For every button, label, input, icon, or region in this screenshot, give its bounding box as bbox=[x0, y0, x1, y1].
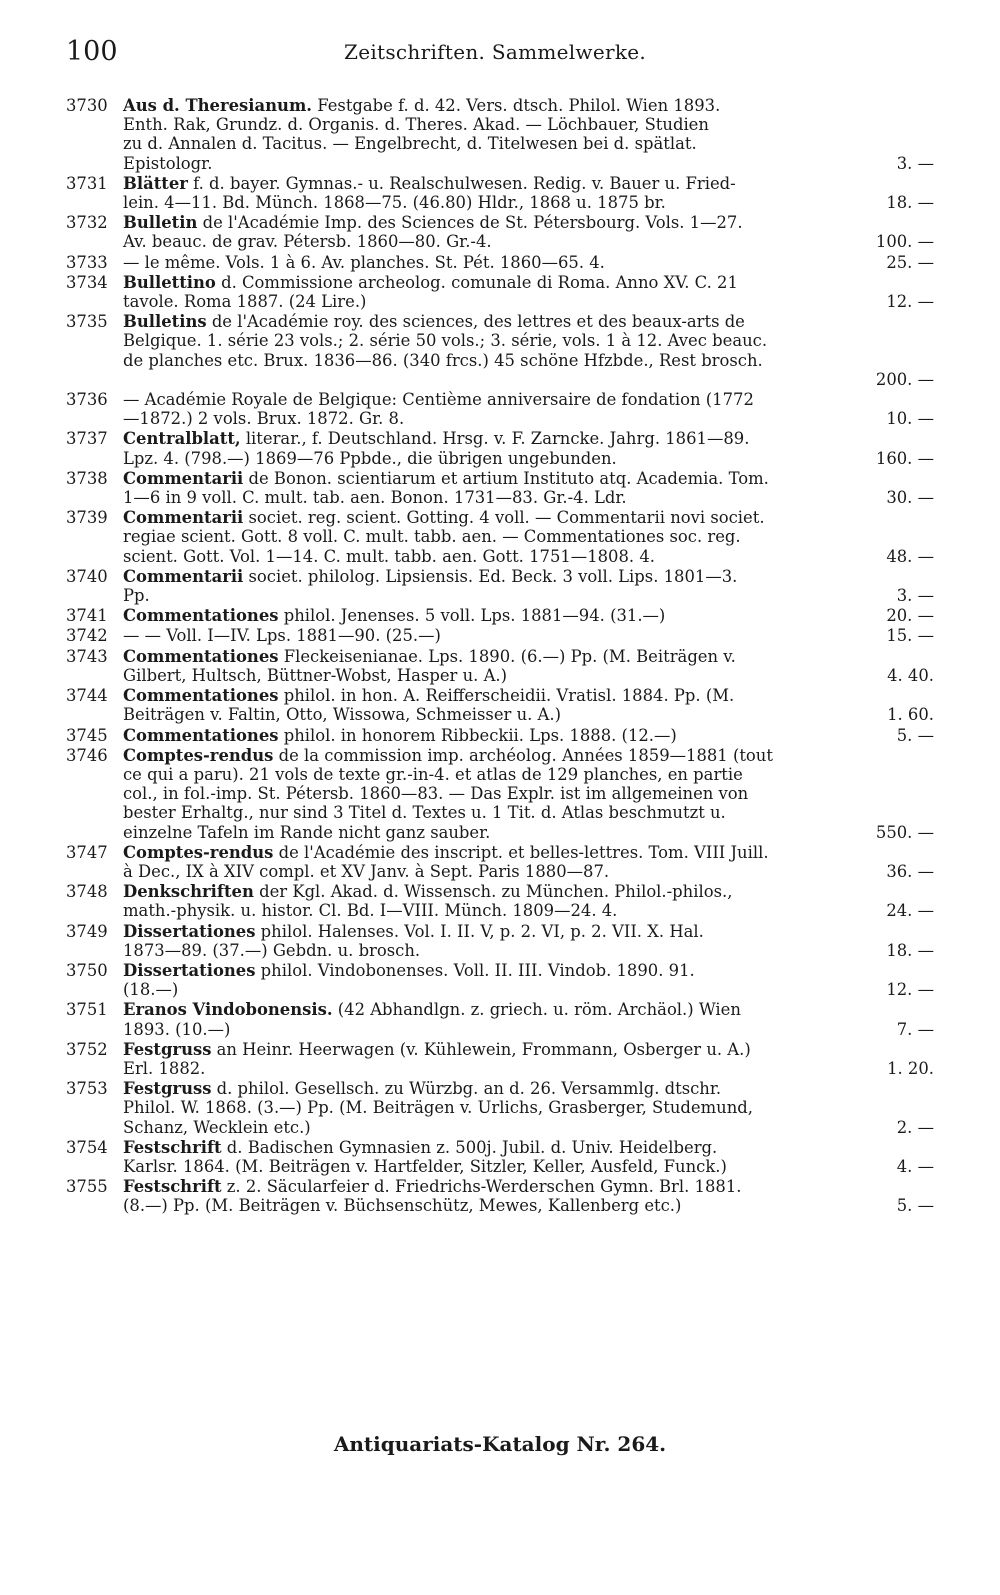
catalog-entry bbox=[66, 606, 934, 625]
entry-description: de Bonon. scientiarum et artium Instituto atq. Academia. Tom. bbox=[243, 468, 769, 488]
entry-keyword: Commentationes bbox=[123, 725, 279, 745]
entry-price: 20. — bbox=[886, 606, 934, 626]
entry-number: 3748 bbox=[66, 882, 108, 902]
entry-line bbox=[123, 331, 934, 350]
entry-description: 1893. (10.—) bbox=[123, 1019, 231, 1039]
entry-description: Av. beauc. de grav. Pétersb. 1860—80. Gr.-4. bbox=[123, 232, 492, 252]
entry-text bbox=[123, 351, 763, 370]
entry-text bbox=[123, 292, 366, 311]
entry-description: (18.—) bbox=[123, 980, 179, 1000]
entry-line bbox=[123, 96, 934, 115]
entry-line bbox=[123, 370, 934, 389]
entry-price: 30. — bbox=[886, 488, 934, 508]
entry-text bbox=[123, 508, 765, 527]
page-number: 100 bbox=[66, 36, 118, 67]
entry-description: — le même. Vols. 1 à 6. Av. planches. St. Pét. 1860—65. 4. bbox=[123, 252, 605, 272]
entry-number: 3752 bbox=[66, 1039, 108, 1059]
entry-text bbox=[123, 232, 492, 251]
entry-keyword: Commentationes bbox=[123, 606, 279, 626]
entry-line bbox=[123, 843, 934, 862]
entry-number: 3755 bbox=[66, 1177, 108, 1197]
entry-text bbox=[123, 862, 609, 881]
entry-line bbox=[123, 1000, 934, 1019]
entry-line bbox=[123, 1138, 934, 1157]
catalog-entry bbox=[66, 746, 934, 842]
entry-line bbox=[123, 1079, 934, 1098]
catalog-entry bbox=[66, 922, 934, 960]
entry-description: scient. Gott. Vol. 1—14. C. mult. tabb. aen. Gott. 1751—1808. 4. bbox=[123, 546, 655, 566]
entry-line bbox=[123, 765, 934, 784]
entry-number: 3745 bbox=[66, 725, 108, 745]
entry-line bbox=[123, 232, 934, 251]
entry-text bbox=[123, 1118, 311, 1137]
entry-line bbox=[123, 1020, 934, 1039]
catalog-entry bbox=[66, 961, 934, 999]
entry-keyword: Commentationes bbox=[123, 686, 279, 706]
catalog-entry bbox=[66, 96, 934, 173]
entry-description: philol. Halenses. Vol. I. II. V, p. 2. VI, p. 2. VII. X. Hal. bbox=[255, 921, 704, 941]
entry-price: 200. — bbox=[875, 369, 934, 389]
entry-line bbox=[123, 115, 934, 134]
entry-description: literar., f. Deutschland. Hrsg. v. F. Zarncke. Jahrg. 1861—89. bbox=[240, 429, 750, 449]
entry-price: 25. — bbox=[886, 252, 934, 272]
catalog-entry bbox=[66, 567, 934, 605]
catalog-entry bbox=[66, 273, 934, 311]
entry-price: 3. — bbox=[896, 586, 934, 606]
entry-text bbox=[123, 134, 697, 153]
entry-text bbox=[123, 213, 743, 232]
entry-keyword: Blätter bbox=[123, 173, 188, 193]
entry-description: — — Voll. I—IV. Lps. 1881—90. (25.—) bbox=[123, 626, 441, 646]
entry-text bbox=[123, 746, 773, 765]
entry-line bbox=[123, 273, 934, 292]
entry-number: 3735 bbox=[66, 312, 108, 332]
entry-number: 3753 bbox=[66, 1079, 108, 1099]
entry-line bbox=[123, 213, 934, 232]
entry-description: Erl. 1882. bbox=[123, 1058, 206, 1078]
entry-keyword: Commentationes bbox=[123, 646, 279, 666]
entry-description: Enth. Rak, Grundz. d. Organis. d. Theres. Akad. — Löchbauer, Studien bbox=[123, 115, 709, 135]
entry-text bbox=[123, 567, 737, 586]
entry-line bbox=[123, 1196, 934, 1215]
entry-description: (8.—) Pp. (M. Beiträgen v. Büchsenschütz, Mewes, Kallenberg etc.) bbox=[123, 1196, 682, 1216]
entry-description: — Académie Royale de Belgique: Centième anniversaire de fondation (1772 bbox=[123, 390, 754, 410]
entry-text bbox=[123, 174, 736, 193]
entry-description: ce qui a paru). 21 vols de texte gr.-in-4. et atlas de 129 planches, en partie bbox=[123, 764, 743, 784]
entry-number: 3733 bbox=[66, 252, 108, 272]
catalog-entry bbox=[66, 882, 934, 920]
entry-number: 3734 bbox=[66, 272, 108, 292]
entry-text bbox=[123, 666, 507, 685]
entry-price: 4. — bbox=[896, 1156, 934, 1176]
entry-text bbox=[123, 312, 745, 331]
entry-text bbox=[123, 606, 665, 625]
entry-number: 3750 bbox=[66, 960, 108, 980]
entry-line bbox=[123, 1157, 934, 1176]
entry-line bbox=[123, 527, 934, 546]
entry-price: 3. — bbox=[896, 153, 934, 173]
entry-line bbox=[123, 686, 934, 705]
entry-text bbox=[123, 686, 734, 705]
entry-price: 12. — bbox=[886, 292, 934, 312]
entry-text bbox=[123, 429, 749, 448]
entry-price: 18. — bbox=[886, 193, 934, 213]
entry-text bbox=[123, 980, 178, 999]
entry-text bbox=[123, 390, 754, 409]
catalog-entry bbox=[66, 390, 934, 428]
entry-text bbox=[123, 882, 732, 901]
entry-price: 1. 60. bbox=[887, 705, 934, 725]
entry-description: de l'Académie roy. des sciences, des lettres et des beaux-arts de bbox=[206, 312, 745, 332]
entry-keyword: Commentarii bbox=[123, 468, 244, 488]
page-header bbox=[66, 36, 934, 72]
entry-keyword: Centralblatt, bbox=[123, 429, 241, 449]
entry-description: bester Erhaltg., nur sind 3 Titel d. Textes u. 1 Tit. d. Atlas beschmutzt u. bbox=[123, 803, 726, 823]
entry-price: 5. — bbox=[896, 1196, 934, 1216]
entry-number: 3747 bbox=[66, 842, 108, 862]
entry-text bbox=[123, 765, 743, 784]
entry-text bbox=[123, 115, 709, 134]
entry-line bbox=[123, 823, 934, 842]
entry-description: Fleckeisenianae. Lps. 1890. (6.—) Pp. (M. Beiträgen v. bbox=[278, 646, 736, 666]
entry-keyword: Dissertationes bbox=[123, 960, 256, 980]
entry-line bbox=[123, 547, 934, 566]
catalog-entry bbox=[66, 253, 934, 272]
entry-text bbox=[123, 154, 212, 173]
catalog-entry bbox=[66, 726, 934, 745]
entry-text bbox=[123, 1000, 741, 1019]
entry-text bbox=[123, 823, 490, 842]
entry-text bbox=[123, 726, 677, 745]
catalog-entry bbox=[66, 647, 934, 685]
entry-description: regiae scient. Gott. 8 voll. C. mult. tabb. aen. — Commentationes soc. reg. bbox=[123, 527, 741, 547]
entry-text bbox=[123, 527, 741, 546]
entry-line bbox=[123, 666, 934, 685]
entry-text bbox=[123, 1020, 230, 1039]
entry-text bbox=[123, 705, 561, 724]
entry-keyword: Festschrift bbox=[123, 1137, 222, 1157]
entry-text bbox=[123, 961, 695, 980]
entry-line bbox=[123, 726, 934, 745]
entry-line bbox=[123, 449, 934, 468]
entry-description: societ. reg. scient. Gotting. 4 voll. — Commentarii novi societ. bbox=[243, 508, 765, 528]
entry-line bbox=[123, 292, 934, 311]
entry-text bbox=[123, 1177, 741, 1196]
entry-number: 3739 bbox=[66, 508, 108, 528]
catalog-entry bbox=[66, 174, 934, 212]
entry-keyword: Comptes-rendus bbox=[123, 745, 274, 765]
entry-text bbox=[123, 1040, 751, 1059]
entry-line bbox=[123, 469, 934, 488]
entry-description: Festgabe f. d. 42. Vers. dtsch. Philol. Wien 1893. bbox=[312, 96, 721, 115]
entry-line bbox=[123, 409, 934, 428]
entry-text bbox=[123, 1138, 717, 1157]
entry-price: 7. — bbox=[896, 1019, 934, 1039]
entry-keyword: Bulletin bbox=[123, 213, 198, 233]
entry-keyword: Bullettino bbox=[123, 272, 216, 292]
catalog-entry bbox=[66, 312, 934, 389]
catalog-entry bbox=[66, 1079, 934, 1137]
entry-line bbox=[123, 901, 934, 920]
entry-number: 3749 bbox=[66, 921, 108, 941]
entry-keyword: Festgruss bbox=[123, 1079, 212, 1099]
entry-description: col., in fol.-imp. St. Pétersb. 1860—83. — Das Explr. ist im allgemeinen von bbox=[123, 784, 749, 804]
entry-line bbox=[123, 429, 934, 448]
entry-keyword: Bulletins bbox=[123, 312, 207, 332]
entry-number: 3746 bbox=[66, 745, 108, 765]
entry-description: philol. Vindobonenses. Voll. II. III. Vindob. 1890. 91. bbox=[255, 960, 695, 980]
entry-text bbox=[123, 488, 627, 507]
entry-description: philol. Jenenses. 5 voll. Lps. 1881—94. (31.—) bbox=[278, 606, 666, 626]
entry-description: Belgique. 1. série 23 vols.; 2. série 50 vols.; 3. série, vols. 1 à 12. Avec beauc. bbox=[123, 331, 768, 351]
entry-description: Pp. bbox=[123, 586, 150, 606]
catalog-entry bbox=[66, 1040, 934, 1078]
catalog-entry bbox=[66, 508, 934, 566]
entry-line bbox=[123, 488, 934, 507]
catalog-entry bbox=[66, 469, 934, 507]
entry-line bbox=[123, 1118, 934, 1137]
entry-text bbox=[123, 96, 720, 115]
entry-price: 24. — bbox=[886, 901, 934, 921]
entry-description: math.-physik. u. histor. Cl. Bd. I—VIII. Münch. 1809—24. 4. bbox=[123, 901, 618, 921]
entry-text bbox=[123, 626, 441, 645]
entry-number: 3742 bbox=[66, 626, 108, 646]
entry-line bbox=[123, 980, 934, 999]
entry-number: 3744 bbox=[66, 686, 108, 706]
entry-description: à Dec., IX à XIV compl. et XV Janv. à Sept. Paris 1880—87. bbox=[123, 861, 610, 881]
entry-description: d. Commissione archeolog. comunale di Roma. Anno XV. C. 21 bbox=[215, 272, 738, 292]
entry-description: an Heinr. Heerwagen (v. Kühlewein, Frommann, Osberger u. A.) bbox=[211, 1039, 751, 1059]
entry-text bbox=[123, 547, 655, 566]
entry-description: —1872.) 2 vols. Brux. 1872. Gr. 8. bbox=[123, 409, 405, 429]
entry-line bbox=[123, 1177, 934, 1196]
entry-description: (42 Abhandlgn. z. griech. u. röm. Archäol.) Wien bbox=[332, 1000, 741, 1020]
entry-price: 48. — bbox=[886, 546, 934, 566]
entry-text bbox=[123, 1079, 721, 1098]
catalog-entry bbox=[66, 1177, 934, 1215]
entry-text bbox=[123, 449, 617, 468]
entry-line bbox=[123, 312, 934, 331]
entry-line bbox=[123, 253, 934, 272]
entry-line bbox=[123, 705, 934, 724]
entry-price: 4. 40. bbox=[887, 665, 934, 685]
entry-line bbox=[123, 626, 934, 645]
entry-description: 1873—89. (37.—) Gebdn. u. brosch. bbox=[123, 940, 421, 960]
entry-price: 10. — bbox=[886, 409, 934, 429]
entry-text bbox=[123, 586, 150, 605]
entry-description: tavole. Roma 1887. (24 Lire.) bbox=[123, 292, 367, 312]
entry-number: 3730 bbox=[66, 96, 108, 115]
entry-description: Karlsr. 1864. (M. Beiträgen v. Hartfelder, Sitzler, Keller, Ausfeld, Funck.) bbox=[123, 1156, 727, 1176]
entry-description: f. d. bayer. Gymnas.- u. Realschulwesen. Redig. v. Bauer u. Fried- bbox=[187, 173, 736, 193]
entry-description: de l'Académie Imp. des Sciences de St. Pétersbourg. Vols. 1—27. bbox=[197, 213, 743, 233]
entry-line bbox=[123, 154, 934, 173]
entry-keyword: Festgruss bbox=[123, 1039, 212, 1059]
entry-price: 550. — bbox=[875, 822, 934, 842]
catalog-entry bbox=[66, 1000, 934, 1038]
entry-number: 3737 bbox=[66, 429, 108, 449]
entry-keyword: Eranos Vindobonensis. bbox=[123, 1000, 333, 1020]
entry-text bbox=[123, 647, 736, 666]
entry-text bbox=[123, 1157, 727, 1176]
entry-text bbox=[123, 253, 605, 272]
entry-description: lein. 4—11. Bd. Münch. 1868—75. (46.80) Hldr., 1868 u. 1875 br. bbox=[123, 193, 666, 213]
entry-description: Lpz. 4. (798.—) 1869—76 Ppbde., die übrigen ungebunden. bbox=[123, 448, 617, 468]
entry-text bbox=[123, 784, 748, 803]
entry-line bbox=[123, 882, 934, 901]
entry-description: philol. in hon. A. Reifferscheidii. Vratisl. 1884. Pp. (M. bbox=[278, 686, 735, 706]
entry-line bbox=[123, 961, 934, 980]
entry-line bbox=[123, 1098, 934, 1117]
entry-description: Epistologr. bbox=[123, 153, 213, 173]
entry-price: 36. — bbox=[886, 861, 934, 881]
entry-description: z. 2. Säcularfeier d. Friedrichs-Werderschen Gymn. Brl. 1881. bbox=[221, 1177, 742, 1197]
entry-keyword: Dissertationes bbox=[123, 921, 256, 941]
catalog-entries bbox=[66, 96, 934, 1217]
entry-text bbox=[123, 901, 617, 920]
entry-description: Beiträgen v. Faltin, Otto, Wissowa, Schmeisser u. A.) bbox=[123, 705, 561, 725]
entry-number: 3740 bbox=[66, 566, 108, 586]
entry-line bbox=[123, 508, 934, 527]
catalog-entry bbox=[66, 213, 934, 251]
entry-number: 3736 bbox=[66, 390, 108, 410]
entry-price: 5. — bbox=[896, 725, 934, 745]
entry-description: zu d. Annalen d. Tacitus. — Engelbrecht, d. Titelwesen bei d. spätlat. bbox=[123, 134, 697, 154]
catalog-entry bbox=[66, 1138, 934, 1176]
entry-number: 3738 bbox=[66, 468, 108, 488]
entry-description: d. philol. Gesellsch. zu Würzbg. an d. 26. Versammlg. dtschr. bbox=[211, 1079, 722, 1099]
entry-line bbox=[123, 647, 934, 666]
entry-description: Philol. W. 1868. (3.—) Pp. (M. Beiträgen v. Urlichs, Grasberger, Studemund, bbox=[123, 1098, 753, 1118]
entry-number: 3732 bbox=[66, 213, 108, 233]
catalog-entry bbox=[66, 429, 934, 467]
entry-keyword: Comptes-rendus bbox=[123, 842, 274, 862]
entry-line bbox=[123, 1059, 934, 1078]
entry-text bbox=[123, 843, 769, 862]
entry-keyword: Festschrift bbox=[123, 1177, 222, 1197]
entry-text bbox=[123, 1098, 753, 1117]
entry-line bbox=[123, 606, 934, 625]
entry-text bbox=[123, 1196, 681, 1215]
entry-text bbox=[123, 922, 704, 941]
entry-line bbox=[123, 922, 934, 941]
entry-description: d. Badischen Gymnasien z. 500j. Jubil. d. Univ. Heidelberg. bbox=[221, 1137, 718, 1157]
entry-number: 3731 bbox=[66, 173, 108, 193]
entry-text bbox=[123, 469, 769, 488]
entry-number: 3741 bbox=[66, 606, 108, 626]
entry-line bbox=[123, 862, 934, 881]
entry-text bbox=[123, 1059, 205, 1078]
entry-description: Schanz, Wecklein etc.) bbox=[123, 1117, 311, 1137]
entry-number: 3751 bbox=[66, 1000, 108, 1020]
entry-line bbox=[123, 586, 934, 605]
entry-keyword: Aus d. Theresianum. bbox=[123, 96, 313, 115]
entry-line bbox=[123, 134, 934, 153]
entry-description: de planches etc. Brux. 1836—86. (340 frcs.) 45 schöne Hfzbde., Rest brosch. bbox=[123, 350, 763, 370]
catalog-entry bbox=[66, 843, 934, 881]
entry-text bbox=[123, 193, 666, 212]
entry-text bbox=[123, 409, 404, 428]
entry-line bbox=[123, 941, 934, 960]
entry-text bbox=[123, 941, 420, 960]
entry-number: 3754 bbox=[66, 1137, 108, 1157]
entry-keyword: Commentarii bbox=[123, 566, 244, 586]
entry-description: de la commission imp. archéolog. Années 1859—1881 (tout bbox=[273, 745, 773, 765]
entry-line bbox=[123, 351, 934, 370]
entry-description: philol. in honorem Ribbeckii. Lps. 1888. (12.—) bbox=[278, 725, 677, 745]
running-title: Zeitschriften. Sammelwerke. bbox=[344, 40, 647, 64]
entry-keyword: Commentarii bbox=[123, 508, 244, 528]
entry-price: 12. — bbox=[886, 980, 934, 1000]
entry-line bbox=[123, 567, 934, 586]
entry-line bbox=[123, 803, 934, 822]
entry-line bbox=[123, 174, 934, 193]
entry-line bbox=[123, 746, 934, 765]
entry-line bbox=[123, 784, 934, 803]
entry-text bbox=[123, 273, 738, 292]
entry-price: 2. — bbox=[896, 1117, 934, 1137]
entry-description: einzelne Tafeln im Rande nicht ganz sauber. bbox=[123, 822, 491, 842]
entry-line bbox=[123, 390, 934, 409]
entry-line bbox=[123, 1040, 934, 1059]
entry-keyword: Denkschriften bbox=[123, 882, 254, 902]
entry-price: 100. — bbox=[875, 232, 934, 252]
catalog-entry bbox=[66, 686, 934, 724]
entry-description: der Kgl. Akad. d. Wissensch. zu München. Philol.-philos., bbox=[253, 882, 733, 902]
entry-price: 15. — bbox=[886, 626, 934, 646]
catalog-footer: Antiquariats-Katalog Nr. 264. bbox=[333, 1432, 667, 1456]
entry-price: 1. 20. bbox=[887, 1058, 934, 1078]
catalog-entry bbox=[66, 626, 934, 645]
entry-price: 160. — bbox=[875, 448, 934, 468]
entry-number: 3743 bbox=[66, 646, 108, 666]
entry-price: 18. — bbox=[886, 940, 934, 960]
entry-text bbox=[123, 803, 726, 822]
entry-text bbox=[123, 331, 767, 350]
entry-description: Gilbert, Hultsch, Büttner-Wobst, Hasper u. A.) bbox=[123, 665, 508, 685]
entry-description: societ. philolog. Lipsiensis. Ed. Beck. 3 voll. Lips. 1801—3. bbox=[243, 566, 738, 586]
entry-description: 1—6 in 9 voll. C. mult. tab. aen. Bonon. 1731—83. Gr.-4. Ldr. bbox=[123, 488, 627, 508]
entry-line bbox=[123, 193, 934, 212]
entry-description: de l'Académie des inscript. et belles-lettres. Tom. VIII Juill. bbox=[273, 842, 769, 862]
